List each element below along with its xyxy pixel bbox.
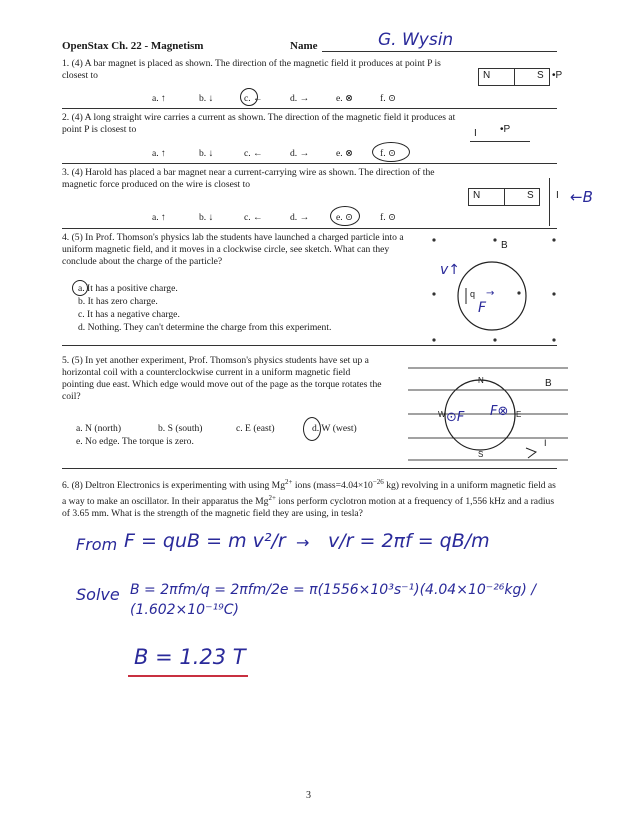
q4-ink-force: F (478, 300, 487, 316)
q2-choice-e: e. ⊗ (336, 148, 354, 159)
page-number: 3 (306, 790, 311, 801)
q4-charge-label: q (470, 289, 476, 299)
q4-ink-velocity: v↑ (440, 262, 461, 278)
q1-text: 1. (4) A bar magnet is placed as shown. The direction of the magnetic field it produces at point P is closest to (62, 58, 441, 81)
work-arrow: → (296, 533, 310, 552)
q1-choice-e: e. ⊗ (336, 93, 354, 104)
q5-coil-diagram (408, 360, 568, 465)
q6-text (62, 476, 562, 520)
q3-text: 3. (4) Harold has placed a bar magnet near a current-carrying wire as shown. The direction of the magnetic force produced on the wire is closest to (62, 167, 435, 190)
q5-label-south: S (478, 450, 484, 459)
q3-rule (62, 228, 557, 229)
q1-choice-c: c. ← (244, 93, 263, 104)
q4-text: 4. (5) In Prof. Thomson's physics lab the students have launched a charged particle into a uniform magnetic field, and it moves in a clockwise circle, see sketch. What can they conclude about the charge of the particle? (62, 232, 404, 267)
q5-rule (62, 468, 557, 469)
q6-text-sup1: 2+ (285, 478, 293, 486)
q1-magnet-n: N (483, 70, 491, 81)
q4-option-c: c. It has a negative charge. (78, 309, 180, 320)
student-name: G. Wysin (378, 30, 454, 50)
q6-text-exp: −26 (372, 478, 384, 486)
q2-answer-circle (372, 142, 410, 162)
q1-choice-d: d. → (290, 93, 310, 104)
q2-point-p: •P (500, 124, 511, 135)
q3-wire (549, 178, 550, 226)
work-solution-equation: B = 2πfm/q = 2πfm/2e = π(1556×10³s⁻¹)(4.04×10⁻²⁶kg) / (1.602×10⁻¹⁹C) (130, 582, 536, 618)
q5-option-c: c. E (east) (236, 423, 275, 434)
q5-label-north: N (478, 376, 484, 385)
q1-magnet-s: S (537, 70, 544, 81)
q5-label-east: E (516, 410, 522, 419)
q3-answer-circle (330, 206, 360, 226)
q4-ink-force-arrow: → (486, 288, 495, 299)
answer-underline (128, 675, 248, 677)
q2-current-label: I (474, 128, 477, 139)
q4-field-label-b: B (501, 240, 508, 251)
q3-current-label: I (556, 190, 559, 201)
q5-option-b: b. S (south) (158, 423, 203, 434)
q1-rule (62, 108, 557, 109)
q3-magnet-divider (504, 189, 505, 205)
q3-choice-f: f. ⊙ (380, 212, 397, 223)
q2-text: 2. (4) A long straight wire carries a current as shown. The direction of the magnetic field it produces at point P is closest to (62, 112, 456, 135)
q3-choice-a: a. ↑ (152, 212, 166, 223)
q6-text-part2: ions (mass=4.04×10 (292, 480, 373, 492)
q3-choice-b: b. ↓ (199, 212, 214, 223)
work-from-label: From (76, 535, 118, 554)
q1-choice-f: f. ⊙ (380, 93, 397, 104)
name-label: Name (290, 40, 318, 52)
q2-rule (62, 163, 557, 164)
q5-text: 5. (5) In yet another experiment, Prof. Thomson's physics students have set up a horizontal coil with a counterclockwise current in a uniform magnetic field pointing due east. Which edge would move out of the page as the torque rotates the coil? (62, 355, 382, 402)
q4-option-b: b. It has zero charge. (78, 296, 158, 307)
q1-choice-a: a. ↑ (152, 93, 166, 104)
q3-magnet-n: N (473, 190, 481, 201)
q4-rule (62, 345, 557, 346)
q6-text-part4: ions perform cyclotron motion at a frequency of 1,556 kHz and a radius of 3.65 mm. What is the strength of the magnetic field they are using, in tesla? (62, 496, 555, 520)
q5-option-d: d. W (west) (312, 423, 357, 434)
worksheet-title: OpenStax Ch. 22 - Magnetism (62, 40, 204, 52)
q3-magnet-s: S (527, 190, 534, 201)
work-final-answer: B = 1.23 T (134, 645, 246, 669)
q5-label-west: W (438, 410, 446, 419)
q1-bar-magnet (478, 68, 550, 86)
q5-field-label-b: B (545, 378, 552, 389)
q4-field-diagram (420, 232, 570, 344)
q5-current-label: I (544, 438, 547, 448)
q5-option-a: a. N (north) (76, 423, 122, 434)
q4-answer-circle (72, 280, 88, 296)
q1-magnet-divider (514, 69, 515, 85)
work-force-equation: F = quB = m v²/r (124, 530, 286, 552)
q4-option-d: d. Nothing. They can't determine the charge from this experiment. (78, 322, 332, 333)
q6-text-sup2: 2+ (268, 494, 276, 503)
q3-choice-e: e. ⊙ (336, 212, 354, 223)
q3-ink-b-arrow: ←B (570, 188, 593, 206)
name-underline (322, 51, 557, 52)
q2-choice-b: b. ↓ (199, 148, 214, 159)
q2-wire (470, 141, 530, 142)
q2-choice-d: d. → (290, 148, 310, 159)
q5-answer-circle (303, 417, 321, 441)
q1-answer-circle (240, 88, 258, 106)
q6-text-part1: 6. (8) Deltron Electronics is experimenting with using Mg (62, 480, 286, 492)
q3-choice-c: c. ← (244, 212, 263, 223)
q2-choice-c: c. ← (244, 148, 263, 159)
q5-ink-force-east: F⊗ (490, 404, 509, 419)
q3-choice-d: d. → (290, 212, 310, 223)
q3-bar-magnet (468, 188, 540, 206)
work-frequency-equation: v/r = 2πf = qB/m (328, 530, 490, 552)
q6-text-part3: kg) revolving in a uniform magnetic field as a way to make an oscillator. In their apparatus the Mg (62, 480, 556, 508)
q5-option-e: e. No edge. The torque is zero. (76, 436, 194, 447)
q2-choice-f: f. ⊙ (380, 148, 397, 159)
q2-choice-a: a. ↑ (152, 148, 166, 159)
q4-option-a: a. It has a positive charge. (78, 283, 178, 294)
q1-choice-b: b. ↓ (199, 93, 214, 104)
q5-ink-force-west: ⊙F (446, 410, 465, 425)
q1-point-p: •P (552, 70, 563, 81)
work-solve-label: Solve (76, 585, 120, 604)
